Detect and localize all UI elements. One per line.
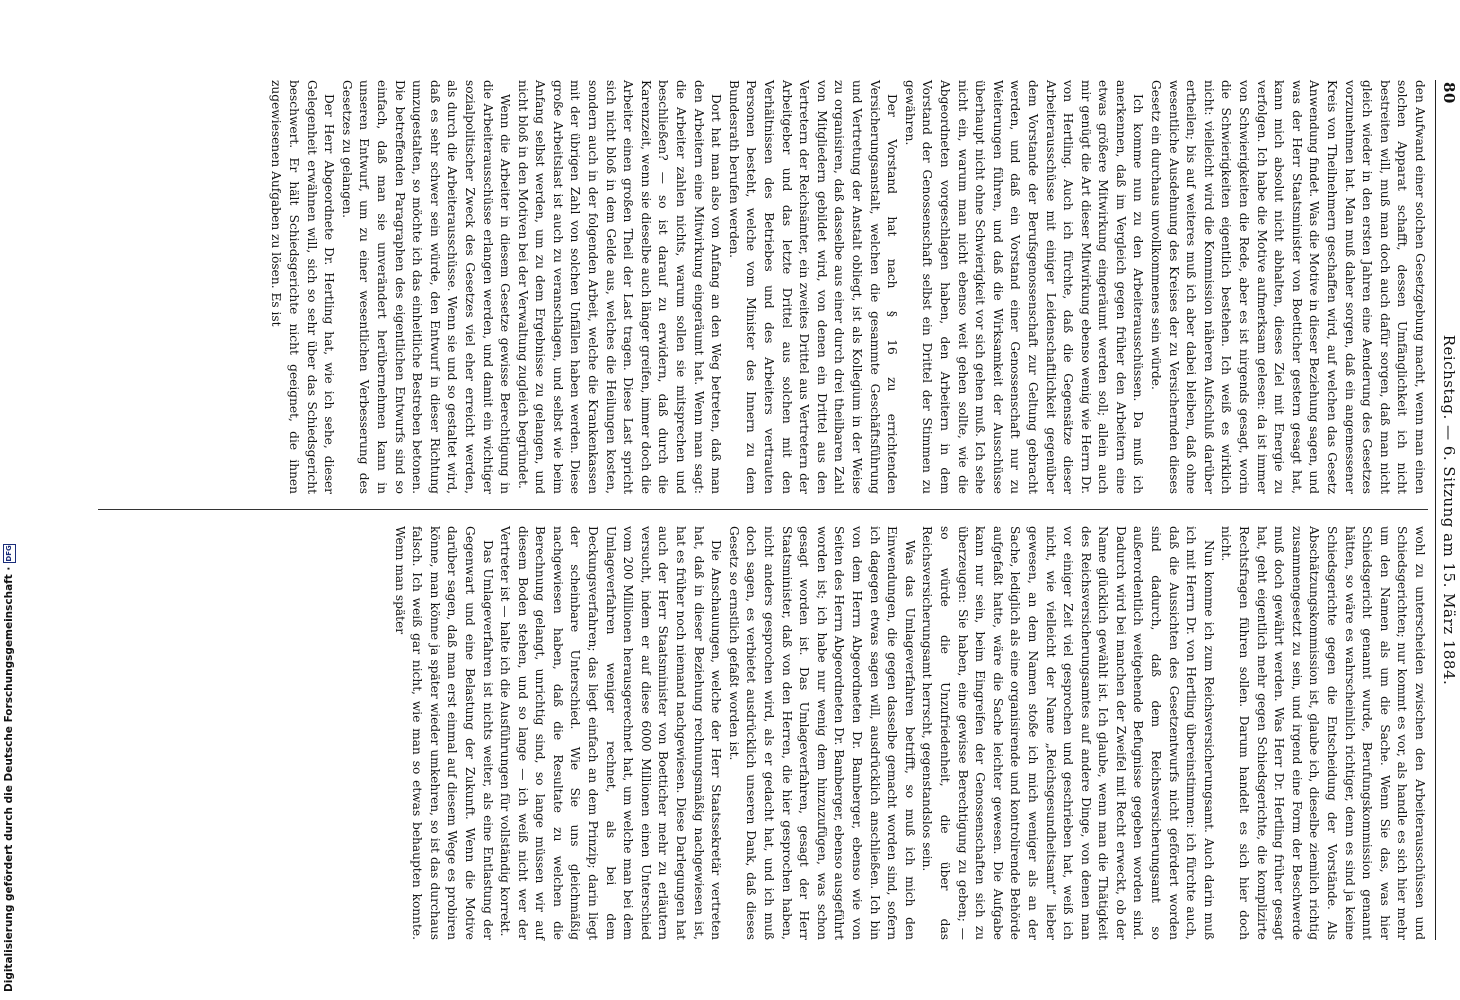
paragraph: Wenn die Arbeiter in diesem Gesetze gewisse Berechtigung in die Arbeiterausschüsse erlangen werden, und damit ein wichtiger sozialpolitischer Zweck des Gesetzes viel eher erreicht werden, als durch die Arbeiterausschüsse. Wenn sie und so gestaltet wird, daß es sehr schwer sein würde, den Entwurf in dieser Richtung umzugestalten, so möchte ich das einheitliche Bestreben betonen. Die betreffenden Paragraphen des eigentlichen Entwurfs sind so einfach, daß man sie unverändert herübernehmen kann in unseren Entwurf, um zu einer wesentlichen Verbesserung des Gesetzes zu gelangen.	[339, 80, 513, 494]
paragraph: Das Umlageverfahren ist nichts weiter, als eine Entlastung der Gegenwart und eine Belastung der Zukunft. Wenn die Motive darüber sagen, daß man erst einmal auf diesem Wege es probiren könne, man könne ja später wieder umkehren, so ist das durchaus falsch. Ich weiß gar nicht, wie man so etwas behaupten konnte. Wenn man später	[392, 526, 495, 940]
paragraph: Nun komme ich zum Reichsversicherungsamt. Auch darin muß ich mit Herrn Dr. von Hertling übereinstimmen: ich fürchte auch, daß die Aussichten des Gesetzentwurfs nicht gefördert worden sind dadurch, daß dem Reichsversicherungsamt so außerordentlich weitgehende Befugnisse gegeben worden sind. Dadurch wird bei manchen der Zweifel mit Recht erweckt, ob der Name glücklich gewählt ist. Ich glaube, wenn man die Thätigkeit des Reichsversicherungsamtes auf andere Dinge, von denen man vor einiger Zeit viel gesprochen und geschrieben hat, weiß ich nicht, wie vielleicht der Name „Reichsgesundheitsamt“ lieber gewesen, an dem Namen stoße ich mich weniger als an der Sache, lediglich als eine organisirende und kontrolirende Behörde aufgefaßt hatte, wäre die Sache leichter gewesen. Die Aufgabe kann nur sein, beim Eingreifen der Genossenschaften sich zu überzeugen: Sie haben, eine gewisse Berechtigung zu geben; — so würde die Unzufriedenheit, die über das Reichsversicherungsamt herrscht, gegenstandslos sein.	[920, 526, 1216, 940]
column-divider	[98, 509, 1428, 510]
digitization-credit	[2, 545, 16, 992]
credit-text: Digitalisierung gefördert durch die Deutsche Forschungsgemeinschaft ·	[3, 566, 15, 992]
paragraph: Was das Umlageverfahren betrifft, so muß ich mich den Einwendungen, die gegen dasselbe gemacht worden sind, sofern ich dagegen etwas sagen will, ausdrücklich anschließen. Ich bin von dem Herrn Abgeordneten Dr. Bamberger, ebenso wie von Seiten des Herrn Abgeordneten Dr. Bamberger, ebenso ausgeführt worden ist; ich habe nur wenig dem hinzuzufügen, was schon gesagt worden ist. Das Umlageverfahren, gesagt der Herr Staatsminister, daß von den Herren, die hier gesprochen haben, nicht anders gesprochen wird, als er gedacht hat, und ich muß doch sagen, es verbietet ausdrücklich unseren Dank, daß dieses Gesetz so ernstlich gefaßt worden ist.	[726, 526, 917, 940]
left-column	[98, 80, 1428, 494]
paragraph: den Aufwand einer solchen Gesetzgebung macht, wenn man einen solchen Apparat schafft, dessen Umfänglichkeit ich nicht bestreiten will, muß man doch auch dafür sorgen, daß man nicht gleich wieder in den ersten Jahren eine Aenderung des Gesetzes vorzunehmen hat. Man muß daher sorgen, daß ein angemessener Kreis von Theilnehmern geschaffen wird, auf welchen das Gesetz Anwendung findet. Was die Motive in dieser Beziehung sagen, und was der Herr Staatsminister von Boetticher gestern gesagt hat, kann mich absolut nicht abhalten, dieses Ziel mit Energie zu verfolgen. Ich habe die Motive aufmerksam gelesen: da ist immer von Schwierigkeiten die Rede, aber es ist nirgends gesagt, worin die Schwierigkeiten eigentlich bestehen. Ich weiß es wirklich nicht: vielleicht wird die Kommission näheren Aufschluß darüber ertheilen; bis auf weiteres muß ich aber dabei bleiben, daß ohne wesentliche Ausdehnung des Kreises der zu Versichernden dieses Gesetz ein durchaus unvollkommenes sein würde.	[1149, 80, 1427, 494]
paragraph: Der Vorstand hat nach § 16 zu errichtenden Versicherungsanstalt, welchen die gesammte Geschäftsführung und Vertretung der Anstalt obliegt, ist als Kollegium in der Weise zu organisiren, daß dasselbe aus einer durch drei theilbaren Zahl von Mitgliedern gebildet wird, von denen ein Drittel aus den Vertretern der Reichsämter, ein zweites Drittel aus Vertretern der Arbeitgeber und das letzte Drittel aus solchen mit den Verhältnissen des Betriebes und des Arbeiters vertrauten Personen besteht, welche vom Minister des Innern zu dem Bundesrath berufen werden.	[726, 80, 900, 494]
paragraph: Ich komme nun zu den Arbeiterausschüssen. Da muß ich anerkennen, daß im Vergleich gegen früher den Arbeitern eine etwas größere Mitwirkung eingeräumt werden soll; allein auch mir genügt die Art dieser Mitwirkung ebenso wenig wie Herrn Dr. von Hertling. Auch ich fürchte, daß die Gegensätze dieser Arbeiterausschüsse mit einiger Leidenschaftlichkeit gegenüber dem Vorstande der Berufsgenossenschaft zur Geltung gebracht werden, und daß ein Vorstand einer Genossenschaft nur zu Weiterungen führen, und daß die Wirksamkeit der Ausschüsse überhaupt nicht ohne Schwierigkeit vor sich gehen muß. Ich sehe nicht ein, warum man nicht ebenso weit gehen sollte, wie die Abgeordneten vorgeschlagen haben, den Arbeitern in dem Vorstand der Genossenschaft selbst ein Drittel der Stimmen zu gewähren.	[902, 80, 1146, 494]
paragraph: Die Anschauungen, welche der Herr Staatssekretär vertreten hat, daß in dieser Beziehung rechnungsmäßig nachgewiesen ist, hat es früher noch niemand nachgewiesen. Diese Darlegungen hat auch der Herr Staatsminister von Boetticher mehr zu erläutern versucht, indem er auf diese 6000 Millionen einen Unterschied vom 200 Millionen herausgerechnet hat, um welche man bei dem Umlageverfahren weniger rechnet, als bei dem Deckungsverfahren; das liegt einfach an dem Prinzip; darin liegt der scheinbare Unterschied. Wie Sie uns gleichmäßig nachgewiesen haben, daß die Resultate zu welchen die Berechnung gelangt, unrichtig sind, so lange müssen wir auf diesem Boden stehen, und so lange — ich weiß nicht wer der Vertreter ist — halte ich die Ausführungen für vollständig korrekt.	[498, 526, 724, 940]
page-number: 80	[1440, 82, 1458, 104]
right-column	[98, 526, 1428, 940]
scanned-page	[90, 80, 1460, 940]
page-header	[1435, 80, 1460, 940]
page-title: Reichstag. — 6. Sitzung am 15. März 1884.	[1440, 334, 1458, 686]
paragraph: Dort hat man also von Anfang an den Weg betreten, daß man den Arbeitern eine Mitwirkung eingeräumt hat. Wenn man sagt: die Arbeiter zahlen nichts, warum sollen sie mitsprechen und beschließen? — so ist darauf zu erwidern, daß durch die Karenzzeit, wenn sie dieselbe auch länger greifen, immer doch die Arbeiter einen großen Theil der Last tragen. Diese Last spricht sich nicht bloß in dem Gelde aus, welches die Heilungen kosten, sondern auch in der folgenden Arbeit, welche die Krankenkassen mit der übrigen Zahl von solchen Unfällen haben werden. Diese große Arbeitslast ist auch zu veranschlagen, und selbst wie beim Anfang selbst werden, um zu dem Ergebnisse zu gelangen, und nicht bloß in den Motiven bei der Verwaltung zugleich begründet.	[515, 80, 724, 494]
paragraph: Der Herr Abgeordnete Dr. Hertling hat, wie ich sehe, dieser Gelegenheit erwähnen will, sich so sehr über das Schiedsgericht beschwert. Er hält Schiedsgerichte nicht geeignet, die ihnen zugewiesenen Aufgaben zu lösen. Es ist	[269, 80, 337, 494]
dfg-logo-icon: DFG	[3, 544, 16, 562]
paragraph: wohl zu unterscheiden zwischen den Arbeiterausschüssen und Schiedsgerichten; nur kommt es vor, als handle es sich hier mehr um den Namen als um die Sache. Wenn Sie das, was hier Schiedsgericht genannt wurde, Berufungskommission genannt hätten, so wäre es wahrscheinlich richtiger, denn es sind ja keine Schiedsgerichte gegen die Entscheidung der Vorstände. Als Abschätzungskommission ist, glaube ich, dieselbe ziemlich richtig zusammengesetzt zu sein, und irgend eine Form der Beschwerde muß doch gewährt werden. Was Herr Dr. Hertling früher gesagt hat, geht eigentlich mehr gegen Schiedsgerichte, die komplizirte Rechtsfragen führen sollen. Darum handelt es sich hier doch nicht.	[1219, 526, 1427, 940]
